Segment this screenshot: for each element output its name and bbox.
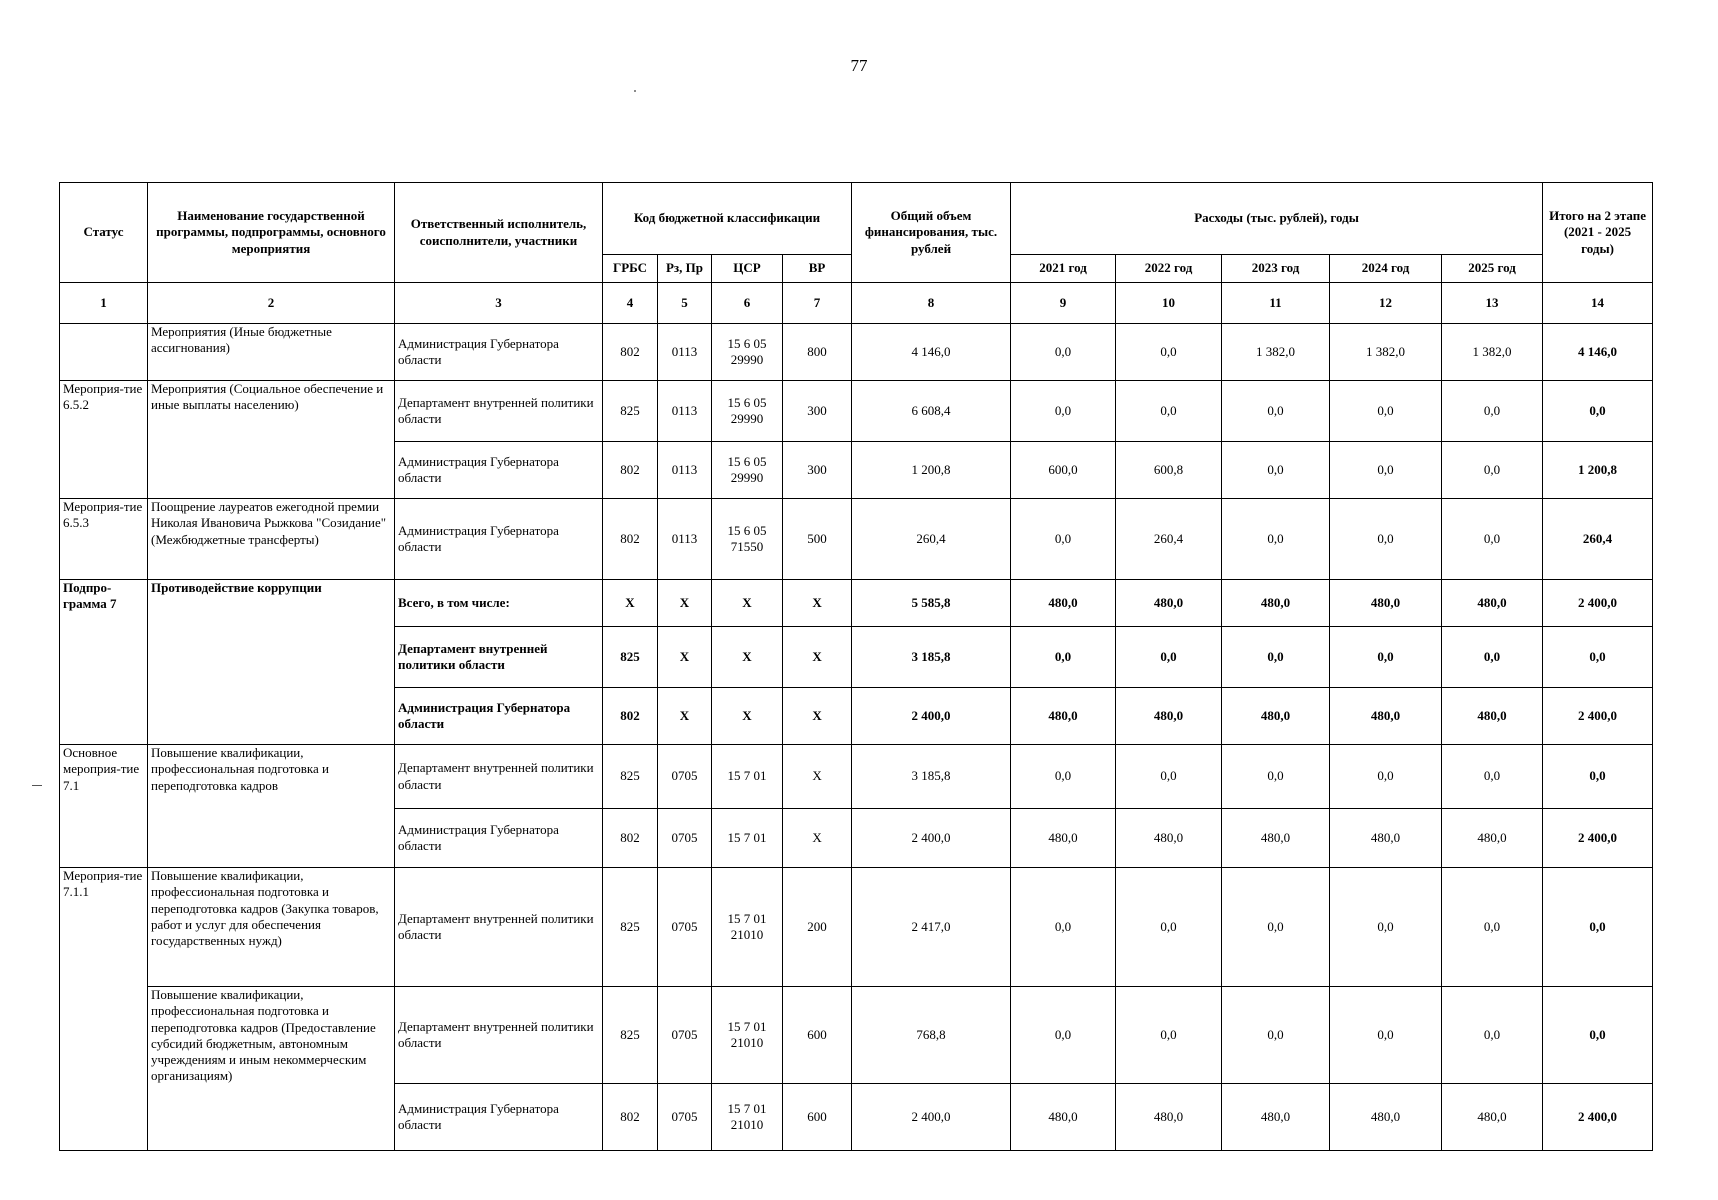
vr-cell: X: [783, 809, 852, 868]
grbs-cell: 802: [603, 442, 658, 499]
executor-cell: Администрация Губернатора области: [395, 499, 603, 580]
year-2022-cell: 0,0: [1116, 987, 1222, 1084]
grbs-cell: 825: [603, 745, 658, 809]
name-cell: Повышение квалификации, профессиональная подготовка и переподготовка кадров: [148, 745, 395, 868]
csr-cell: X: [712, 627, 783, 688]
stage-total-cell: 2 400,0: [1543, 809, 1653, 868]
col-number: 6: [712, 283, 783, 324]
name-cell: Поощрение лауреатов ежегодной премии Николая Ивановича Рыжкова "Созидание" (Межбюджетные трансферты): [148, 499, 395, 580]
stage-total-cell: 0,0: [1543, 627, 1653, 688]
grbs-cell: 802: [603, 809, 658, 868]
executor-cell: Администрация Губернатора области: [395, 1084, 603, 1151]
total-cell: 2 400,0: [852, 688, 1011, 745]
rzpr-cell: 0113: [658, 381, 712, 442]
year-2023-cell: 0,0: [1222, 745, 1330, 809]
year-2025-cell: 0,0: [1442, 627, 1543, 688]
grbs-cell: 802: [603, 688, 658, 745]
year-2024-cell: 480,0: [1330, 688, 1442, 745]
status-cell: Мероприя-тие 7.1.1: [60, 868, 148, 1151]
year-2021-cell: 480,0: [1011, 809, 1116, 868]
year-2024-cell: 0,0: [1330, 868, 1442, 987]
year-2025-cell: 0,0: [1442, 987, 1543, 1084]
header-status: Статус: [60, 183, 148, 283]
header-name: Наименование государственной программы, подпрограммы, основного мероприятия: [148, 183, 395, 283]
year-2022-cell: 0,0: [1116, 324, 1222, 381]
total-cell: 2 400,0: [852, 1084, 1011, 1151]
col-number: 7: [783, 283, 852, 324]
col-number: 9: [1011, 283, 1116, 324]
table-row: [60, 987, 1653, 1084]
col-number: 10: [1116, 283, 1222, 324]
year-2023-cell: 0,0: [1222, 499, 1330, 580]
col-number: 11: [1222, 283, 1330, 324]
stage-total-cell: 0,0: [1543, 987, 1653, 1084]
name-cell: Повышение квалификации, профессиональная подготовка и переподготовка кадров (Закупка товаров, работ и услуг для обеспечения государственных нужд): [148, 868, 395, 987]
year-2025-cell: 0,0: [1442, 381, 1543, 442]
col-number: 8: [852, 283, 1011, 324]
year-2021-cell: 480,0: [1011, 688, 1116, 745]
total-cell: 2 417,0: [852, 868, 1011, 987]
vr-cell: 300: [783, 381, 852, 442]
vr-cell: 600: [783, 987, 852, 1084]
csr-cell: X: [712, 580, 783, 627]
status-cell: Мероприя-тие 6.5.3: [60, 499, 148, 580]
stage-total-cell: 1 200,8: [1543, 442, 1653, 499]
table-body: [60, 324, 1653, 1151]
rzpr-cell: X: [658, 580, 712, 627]
year-2021-cell: 0,0: [1011, 324, 1116, 381]
year-2022-cell: 0,0: [1116, 745, 1222, 809]
grbs-cell: 802: [603, 324, 658, 381]
executor-cell: Департамент внутренней политики области: [395, 987, 603, 1084]
header-grbs: ГРБС: [603, 255, 658, 283]
stage-total-cell: 260,4: [1543, 499, 1653, 580]
stage-total-cell: 2 400,0: [1543, 580, 1653, 627]
vr-cell: X: [783, 688, 852, 745]
year-2025-cell: 0,0: [1442, 442, 1543, 499]
year-2021-cell: 0,0: [1011, 987, 1116, 1084]
header-csr: ЦСР: [712, 255, 783, 283]
header-vr: ВР: [783, 255, 852, 283]
csr-cell: 15 6 05 71550: [712, 499, 783, 580]
executor-cell: Департамент внутренней политики области: [395, 868, 603, 987]
stage-total-cell: 0,0: [1543, 868, 1653, 987]
total-cell: 5 585,8: [852, 580, 1011, 627]
year-2024-cell: 480,0: [1330, 1084, 1442, 1151]
vr-cell: 200: [783, 868, 852, 987]
vr-cell: 800: [783, 324, 852, 381]
header-row-main: [60, 183, 1653, 255]
year-2022-cell: 480,0: [1116, 580, 1222, 627]
year-2021-cell: 0,0: [1011, 745, 1116, 809]
rzpr-cell: 0113: [658, 499, 712, 580]
rzpr-cell: 0113: [658, 324, 712, 381]
year-2025-cell: 480,0: [1442, 809, 1543, 868]
grbs-cell: 802: [603, 1084, 658, 1151]
grbs-cell: 825: [603, 987, 658, 1084]
stage-total-cell: 0,0: [1543, 745, 1653, 809]
rzpr-cell: X: [658, 627, 712, 688]
year-2022-cell: 260,4: [1116, 499, 1222, 580]
year-2022-cell: 0,0: [1116, 627, 1222, 688]
header-year-2023: 2023 год: [1222, 255, 1330, 283]
executor-cell: Всего, в том числе:: [395, 580, 603, 627]
year-2021-cell: 480,0: [1011, 1084, 1116, 1151]
executor-cell: Администрация Губернатора области: [395, 324, 603, 381]
year-2023-cell: 480,0: [1222, 688, 1330, 745]
year-2024-cell: 480,0: [1330, 809, 1442, 868]
header-rzpr: Рз, Пр: [658, 255, 712, 283]
rzpr-cell: 0705: [658, 1084, 712, 1151]
header-executor: Ответственный исполнитель, соисполнители, участники: [395, 183, 603, 283]
col-number: 14: [1543, 283, 1653, 324]
year-2023-cell: 480,0: [1222, 809, 1330, 868]
table-row: [60, 868, 1653, 987]
year-2021-cell: 600,0: [1011, 442, 1116, 499]
header-stage-total: Итого на 2 этапе (2021 - 2025 годы): [1543, 183, 1653, 283]
year-2021-cell: 0,0: [1011, 627, 1116, 688]
col-number: 5: [658, 283, 712, 324]
grbs-cell: X: [603, 580, 658, 627]
table-row: [60, 580, 1653, 627]
rzpr-cell: 0705: [658, 745, 712, 809]
table-row: [60, 499, 1653, 580]
year-2021-cell: 0,0: [1011, 381, 1116, 442]
year-2025-cell: 480,0: [1442, 1084, 1543, 1151]
year-2021-cell: 480,0: [1011, 580, 1116, 627]
year-2022-cell: 0,0: [1116, 381, 1222, 442]
year-2024-cell: 0,0: [1330, 745, 1442, 809]
col-number: 3: [395, 283, 603, 324]
year-2024-cell: 0,0: [1330, 381, 1442, 442]
header-total: Общий объем финансирования, тыс. рублей: [852, 183, 1011, 283]
grbs-cell: 825: [603, 868, 658, 987]
year-2024-cell: 0,0: [1330, 987, 1442, 1084]
status-cell: Основное мероприя-тие 7.1: [60, 745, 148, 868]
margin-mark: [32, 785, 42, 786]
budget-table: [59, 182, 1653, 1151]
total-cell: 768,8: [852, 987, 1011, 1084]
csr-cell: 15 6 05 29990: [712, 324, 783, 381]
executor-cell: Администрация Губернатора области: [395, 442, 603, 499]
csr-cell: 15 7 01: [712, 745, 783, 809]
csr-cell: 15 6 05 29990: [712, 442, 783, 499]
year-2024-cell: 0,0: [1330, 499, 1442, 580]
stage-total-cell: 0,0: [1543, 381, 1653, 442]
status-cell: [60, 324, 148, 381]
total-cell: 4 146,0: [852, 324, 1011, 381]
year-2025-cell: 0,0: [1442, 868, 1543, 987]
name-cell: Противодействие коррупции: [148, 580, 395, 745]
col-number: 4: [603, 283, 658, 324]
csr-cell: 15 7 01: [712, 809, 783, 868]
rzpr-cell: 0113: [658, 442, 712, 499]
header-expenses: Расходы (тыс. рублей), годы: [1011, 183, 1543, 255]
vr-cell: 300: [783, 442, 852, 499]
status-cell: Мероприя-тие 6.5.2: [60, 381, 148, 499]
csr-cell: 15 7 01 21010: [712, 987, 783, 1084]
executor-cell: Администрация Губернатора области: [395, 809, 603, 868]
col-number: 13: [1442, 283, 1543, 324]
status-cell: Подпро-грамма 7: [60, 580, 148, 745]
table-row: [60, 324, 1653, 381]
csr-cell: 15 7 01 21010: [712, 868, 783, 987]
vr-cell: X: [783, 627, 852, 688]
vr-cell: 600: [783, 1084, 852, 1151]
year-2023-cell: 0,0: [1222, 627, 1330, 688]
year-2022-cell: 480,0: [1116, 688, 1222, 745]
year-2023-cell: 0,0: [1222, 987, 1330, 1084]
total-cell: 260,4: [852, 499, 1011, 580]
year-2023-cell: 0,0: [1222, 868, 1330, 987]
vr-cell: 500: [783, 499, 852, 580]
table-row: [60, 745, 1653, 809]
grbs-cell: 802: [603, 499, 658, 580]
table-row: [60, 381, 1653, 442]
year-2021-cell: 0,0: [1011, 868, 1116, 987]
year-2025-cell: 1 382,0: [1442, 324, 1543, 381]
total-cell: 3 185,8: [852, 627, 1011, 688]
total-cell: 2 400,0: [852, 809, 1011, 868]
rzpr-cell: 0705: [658, 987, 712, 1084]
rzpr-cell: X: [658, 688, 712, 745]
executor-cell: Департамент внутренней политики области: [395, 381, 603, 442]
name-cell: Мероприятия (Иные бюджетные ассигнования): [148, 324, 395, 381]
header-budget-code: Код бюджетной классификации: [603, 183, 852, 255]
page-number: 77: [850, 56, 868, 75]
name-cell: Повышение квалификации, профессиональная подготовка и переподготовка кадров (Предоставление субсидий бюджетным, автономным учреждениям и иным некоммерческим организациям): [148, 987, 395, 1151]
year-2025-cell: 0,0: [1442, 499, 1543, 580]
year-2023-cell: 480,0: [1222, 1084, 1330, 1151]
year-2024-cell: 0,0: [1330, 442, 1442, 499]
column-numbers-row: [60, 283, 1653, 324]
year-2024-cell: 1 382,0: [1330, 324, 1442, 381]
header-year-2022: 2022 год: [1116, 255, 1222, 283]
year-2023-cell: 0,0: [1222, 442, 1330, 499]
col-number: 12: [1330, 283, 1442, 324]
total-cell: 3 185,8: [852, 745, 1011, 809]
year-2022-cell: 0,0: [1116, 868, 1222, 987]
header-year-2024: 2024 год: [1330, 255, 1442, 283]
rzpr-cell: 0705: [658, 809, 712, 868]
year-2022-cell: 600,8: [1116, 442, 1222, 499]
grbs-cell: 825: [603, 381, 658, 442]
stage-total-cell: 2 400,0: [1543, 1084, 1653, 1151]
vr-cell: X: [783, 745, 852, 809]
year-2025-cell: 480,0: [1442, 688, 1543, 745]
stage-total-cell: 4 146,0: [1543, 324, 1653, 381]
vr-cell: X: [783, 580, 852, 627]
header-year-2021: 2021 год: [1011, 255, 1116, 283]
scan-speck: [634, 90, 636, 92]
year-2024-cell: 0,0: [1330, 627, 1442, 688]
year-2023-cell: 0,0: [1222, 381, 1330, 442]
executor-cell: Департамент внутренней политики области: [395, 627, 603, 688]
csr-cell: 15 6 05 29990: [712, 381, 783, 442]
name-cell: Мероприятия (Социальное обеспечение и иные выплаты населению): [148, 381, 395, 499]
csr-cell: 15 7 01 21010: [712, 1084, 783, 1151]
year-2024-cell: 480,0: [1330, 580, 1442, 627]
year-2023-cell: 480,0: [1222, 580, 1330, 627]
col-number: 2: [148, 283, 395, 324]
year-2021-cell: 0,0: [1011, 499, 1116, 580]
year-2022-cell: 480,0: [1116, 1084, 1222, 1151]
stage-total-cell: 2 400,0: [1543, 688, 1653, 745]
rzpr-cell: 0705: [658, 868, 712, 987]
csr-cell: X: [712, 688, 783, 745]
executor-cell: Департамент внутренней политики области: [395, 745, 603, 809]
total-cell: 1 200,8: [852, 442, 1011, 499]
total-cell: 6 608,4: [852, 381, 1011, 442]
header-year-2025: 2025 год: [1442, 255, 1543, 283]
year-2023-cell: 1 382,0: [1222, 324, 1330, 381]
grbs-cell: 825: [603, 627, 658, 688]
year-2025-cell: 480,0: [1442, 580, 1543, 627]
year-2022-cell: 480,0: [1116, 809, 1222, 868]
col-number: 1: [60, 283, 148, 324]
executor-cell: Администрация Губернатора области: [395, 688, 603, 745]
year-2025-cell: 0,0: [1442, 745, 1543, 809]
